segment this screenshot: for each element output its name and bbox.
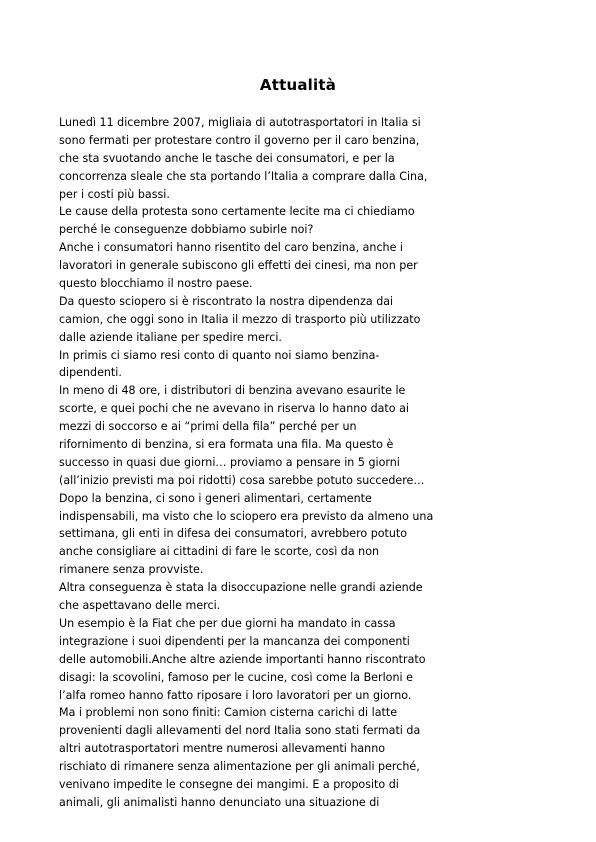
article-line: camion, che oggi sono in Italia il mezzo di trasporto più utilizzato — [59, 312, 421, 326]
article-line: Ma i problemi non sono finiti: Camion cisterna carichi di latte — [59, 706, 398, 720]
article-line: rimanere senza provviste. — [59, 563, 204, 577]
article-line: animali, gli animalisti hanno denunciato una situazione di — [59, 795, 380, 809]
article-line: dipendenti. — [59, 366, 122, 380]
article-line: settimana, gli enti in difesa dei consumatori, avrebbero potuto — [59, 527, 408, 541]
article-line: delle automobili.Anche altre aziende importanti hanno riscontrato — [59, 652, 426, 666]
article-line: dalle aziende italiane per spedire merci. — [59, 330, 282, 344]
article-line: successo in quasi due giorni… proviamo a pensare in 5 giorni — [59, 455, 400, 469]
article-body — [59, 114, 539, 812]
article-line: che aspettavano delle merci. — [59, 599, 221, 613]
article-line: indispensabili, ma visto che lo sciopero era previsto da almeno una — [59, 509, 434, 523]
article-line: questo blocchiamo il nostro paese. — [59, 277, 253, 291]
article-line: rischiato di rimanere senza alimentazione per gli animali perché, — [59, 760, 420, 774]
article-line: che sta svuotando anche le tasche dei consumatori, e per la — [59, 151, 395, 165]
article-line: Altra conseguenza è stata la disoccupazione nelle grandi aziende — [59, 581, 423, 595]
article-line: disagi: la scovolini, famoso per le cucine, così come la Berloni e — [59, 670, 413, 684]
article-line: Un esempio è la Fiat che per due giorni ha mandato in cassa — [59, 616, 396, 630]
article-line: concorrenza sleale che sta portando l’Italia a comprare dalla Cina, — [59, 169, 428, 183]
article-line: In meno di 48 ore, i distributori di benzina avevano esaurite le — [59, 384, 406, 398]
article-line: venivano impedite le consegne dei mangimi. E a proposito di — [59, 777, 399, 791]
article-line: (all’inizio previsti ma poi ridotti) cosa sarebbe potuto succedere… — [59, 473, 425, 487]
article-line: Lunedì 11 dicembre 2007, migliaia di autotrasportatori in Italia si — [59, 116, 421, 129]
article-line: In primis ci siamo resi conto di quanto noi siamo benzina- — [59, 348, 380, 362]
article-line: Le cause della protesta sono certamente lecite ma ci chiediamo — [59, 205, 415, 219]
article-line: scorte, e quei pochi che ne avevano in riserva lo hanno dato ai — [59, 402, 409, 416]
article-line: altri autotrasportatori mentre numerosi allevamenti hanno — [59, 742, 386, 756]
article-line: sono fermati per protestare contro il governo per il caro benzina, — [59, 133, 420, 147]
article-line: Da questo sciopero si è riscontrato la nostra dipendenza dai — [59, 294, 394, 308]
article-line: Anche i consumatori hanno risentito del caro benzina, anche i — [59, 241, 404, 255]
article-line: anche consigliare ai cittadini di fare le scorte, così da non — [59, 545, 380, 559]
article-line: Dopo la benzina, ci sono i generi alimentari, certamente — [59, 491, 372, 505]
article-line: lavoratori in generale subiscono gli effetti dei cinesi, ma non per — [59, 259, 418, 273]
article-line: perché le conseguenze dobbiamo subirle noi? — [59, 223, 314, 237]
page-title: Attualità — [259, 76, 337, 94]
article-line: mezzi di soccorso e ai “primi della fila” perché per un — [59, 420, 357, 434]
article-line: provenienti dagli allevamenti del nord Italia sono stati fermati da — [59, 724, 421, 738]
article-line: rifornimento di benzina, si era formata una fila. Ma questo è — [59, 438, 394, 452]
article-line: integrazione i suoi dipendenti per la mancanza dei componenti — [59, 634, 410, 648]
article-line: per i costi più bassi. — [59, 187, 170, 201]
article-line: l’alfa romeo hanno fatto riposare i loro lavoratori per un giorno. — [59, 688, 412, 702]
